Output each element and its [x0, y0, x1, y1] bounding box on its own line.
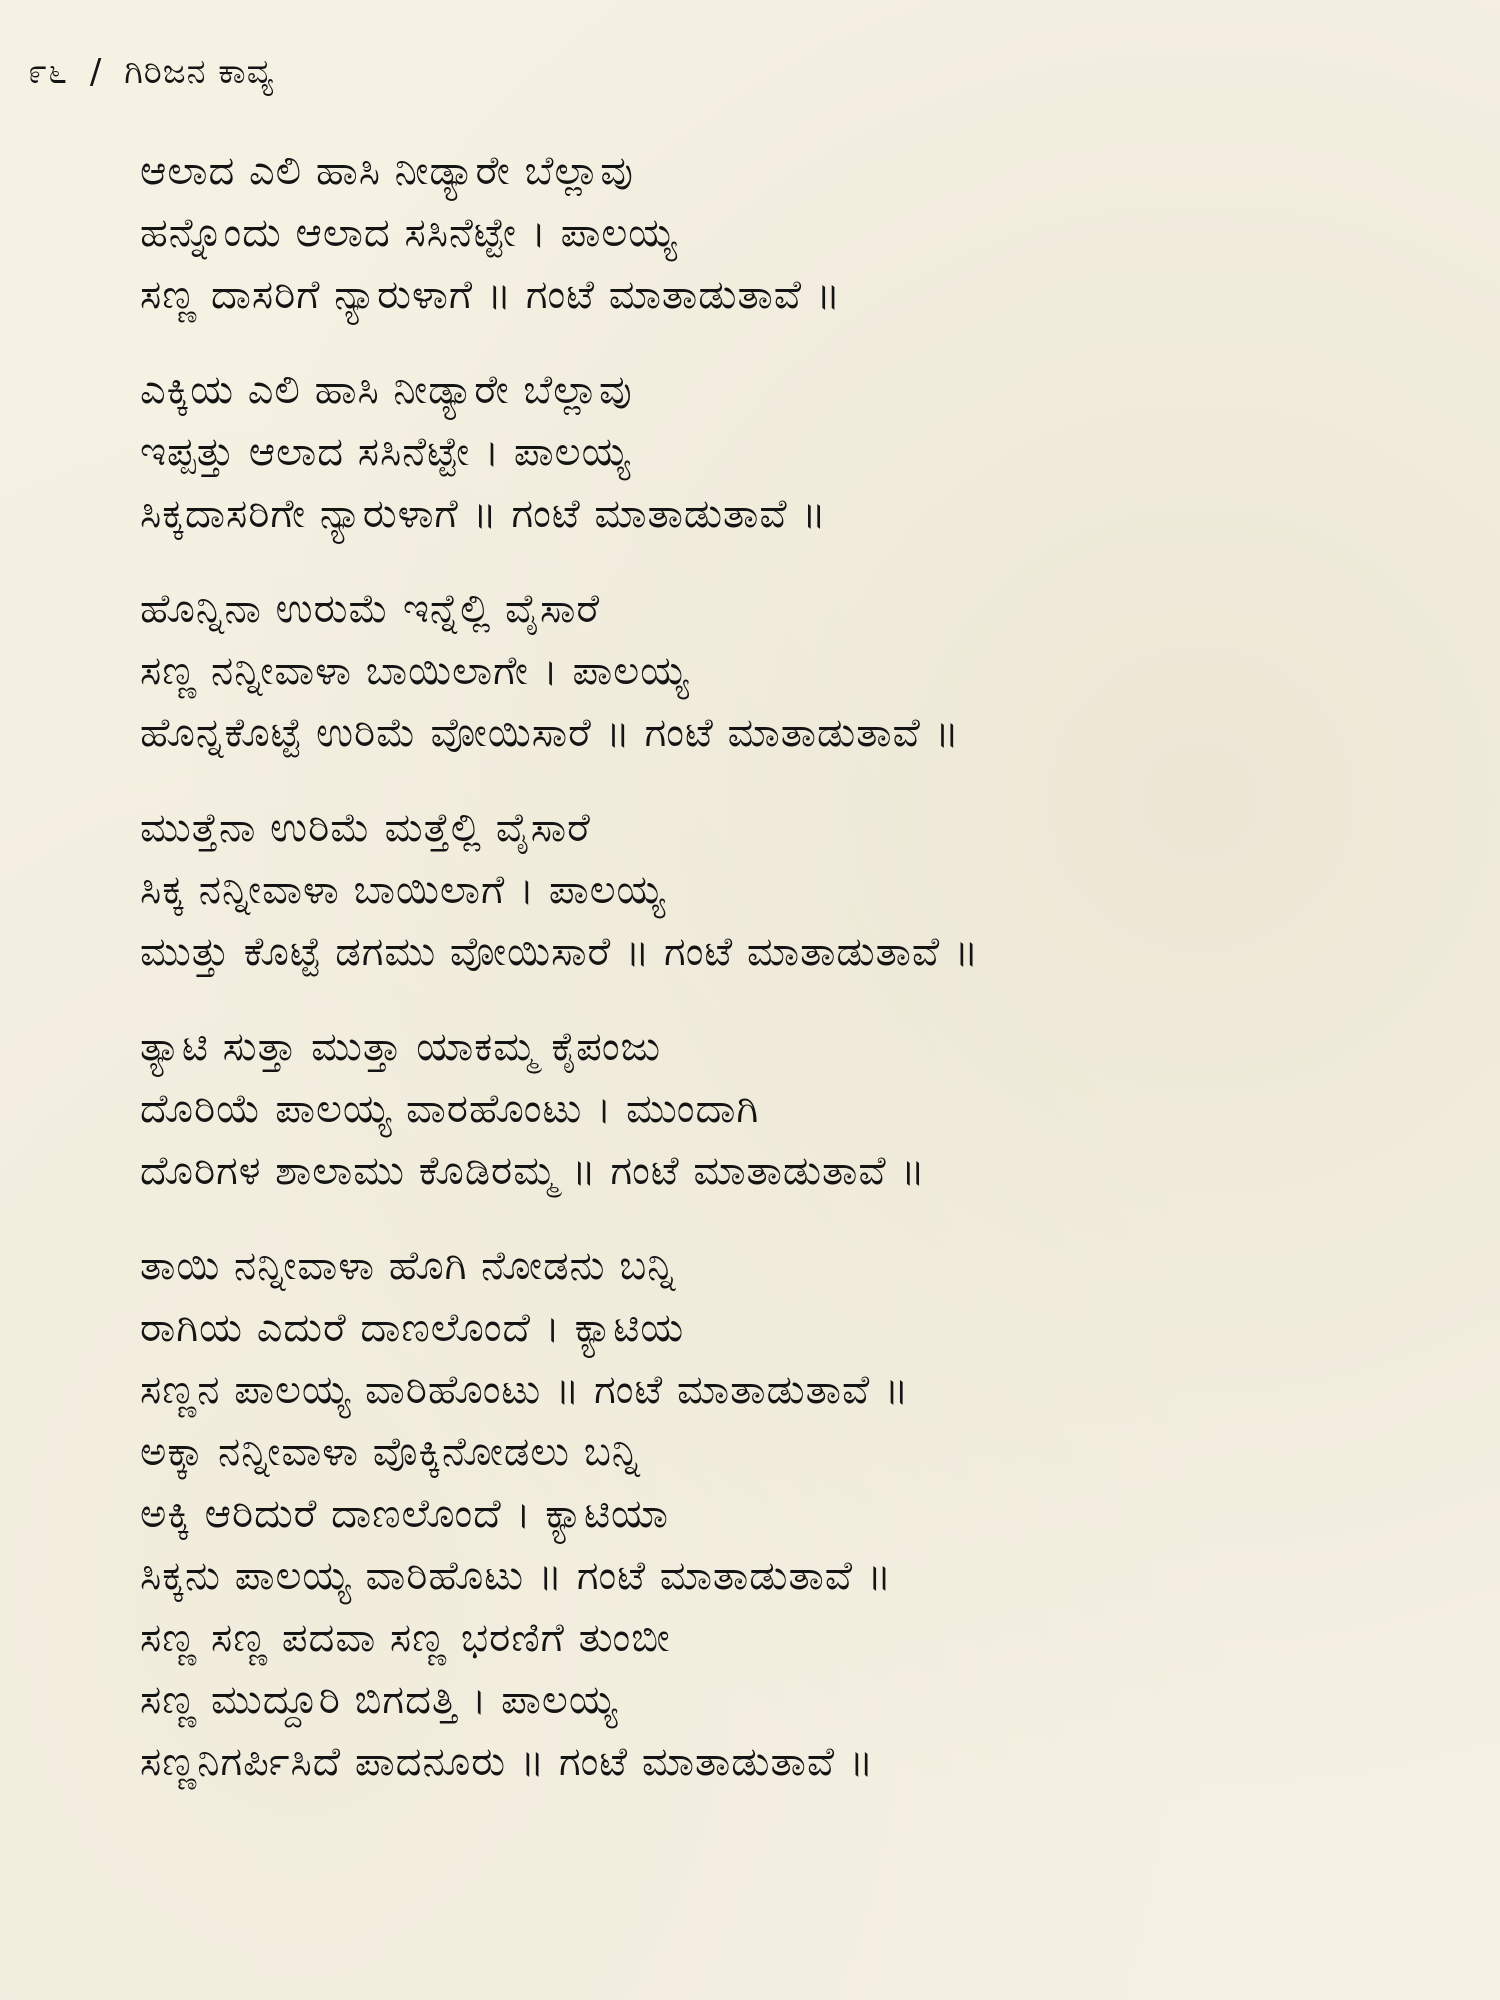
verse-line: ಅಕ್ಕಾ ನನ್ನೀವಾಳಾ ವೊಕ್ಕಿನೋಡಲು ಬನ್ನಿ: [140, 1429, 641, 1475]
verse-line: ಮುತ್ತು ಕೊಟ್ಟೆ ಡಗಮು ವೋಯಿಸಾರೆ ॥ ಗಂಟೆ ಮಾತಾಡುತಾವೆ ॥: [140, 929, 980, 975]
stanza-6: [140, 1235, 1470, 1793]
book-title: ಗಿರಿಜನ ಕಾವ್ಯ: [124, 52, 275, 92]
verse-line: ಸಣ್ಣ ದಾಸರಿಗೆ ನ್ಯಾರುಳಾಗೆ ॥ ಗಂಟೆ ಮಾತಾಡುತಾವೆ ॥: [140, 272, 842, 318]
verse-line: ತ್ಯಾಟಿ ಸುತ್ತಾ ಮುತ್ತಾ ಯಾಕಮ್ಮ ಕೈಪಂಜು: [140, 1024, 662, 1070]
verse-line: ರಾಗಿಯ ಎದುರೆ ದಾಣಲೊಂದೆ । ಕ್ಯಾಟಿಯ: [140, 1305, 685, 1351]
verse-line: ಸಣ್ಣ ಮುದ್ದೂರಿ ಬಿಗದತ್ತಿ । ಪಾಲಯ್ಯ: [140, 1677, 619, 1723]
verse-line: ಹನ್ನೊಂದು ಆಲಾದ ಸಸಿನೆಟ್ಟೇ । ಪಾಲಯ್ಯ: [140, 210, 678, 256]
verse-line: ಸಣ್ಣ ಸಣ್ಣ ಪದವಾ ಸಣ್ಣ ಭರಣಿಗೆ ತುಂಬೀ: [140, 1615, 671, 1661]
verse-line: ಹೊನ್ನಿನಾ ಉರುಮೆ ಇನ್ನೆಲ್ಲಿ ವೈಸಾರೆ: [140, 586, 601, 632]
verse-line: ದೊರಿಗಳ ಶಾಲಾಮು ಕೊಡಿರಮ್ಮ ॥ ಗಂಟೆ ಮಾತಾಡುತಾವೆ ॥: [140, 1148, 926, 1194]
verse-line: ಸಣ್ಣ ನನ್ನೀವಾಳಾ ಬಾಯಿಲಾಗೇ । ಪಾಲಯ್ಯ: [140, 648, 690, 694]
stanza-2: [140, 359, 1470, 545]
stanza-1: [140, 140, 1470, 326]
header-separator: /: [89, 52, 103, 92]
verse-line: ಸಿಕ್ಕ ನನ್ನೀವಾಳಾ ಬಾಯಿಲಾಗೆ । ಪಾಲಯ್ಯ: [140, 867, 666, 913]
verse-line: ಅಕ್ಕಿ ಆರಿದುರೆ ದಾಣಲೊಂದೆ । ಕ್ಯಾಟಿಯಾ: [140, 1491, 670, 1537]
verse-line: ಹೊನ್ನಕೊಟ್ಟೆ ಉರಿಮೆ ವೋಯಿಸಾರೆ ॥ ಗಂಟೆ ಮಾತಾಡುತಾವೆ ॥: [140, 710, 960, 756]
verse-line: ಆಲಾದ ಎಲಿ ಹಾಸಿ ನೀಡ್ಯಾರೇ ಬೆಲ್ಲಾವು: [140, 148, 634, 194]
verse-line: ಸಿಕ್ಕನು ಪಾಲಯ್ಯ ವಾರಿಹೊಟು ॥ ಗಂಟೆ ಮಾತಾಡುತಾವೆ ॥: [140, 1553, 893, 1599]
stanza-4: [140, 797, 1470, 983]
verse-line: ಎಕ್ಕಿಯ ಎಲಿ ಹಾಸಿ ನೀಡ್ಯಾರೇ ಬೆಲ್ಲಾವು: [140, 367, 633, 413]
stanza-5: [140, 1016, 1470, 1202]
verse-line: ತಾಯಿ ನನ್ನೀವಾಳಾ ಹೊಗಿ ನೋಡನು ಬನ್ನಿ: [140, 1243, 676, 1289]
poem-body: [140, 140, 1470, 1793]
page-number: ೯೬: [28, 52, 69, 92]
verse-line: ಸಣ್ಣನ ಪಾಲಯ್ಯ ವಾರಿಹೊಂಟು ॥ ಗಂಟೆ ಮಾತಾಡುತಾವೆ ॥: [140, 1367, 910, 1413]
verse-line: ದೊರಿಯೆ ಪಾಲಯ್ಯ ವಾರಹೊಂಟು । ಮುಂದಾಗಿ: [140, 1086, 760, 1132]
running-head: [28, 52, 274, 92]
verse-line: ಸಿಕ್ಕದಾಸರಿಗೇ ನ್ಯಾರುಳಾಗೆ ॥ ಗಂಟೆ ಮಾತಾಡುತಾವೆ ॥: [140, 491, 827, 537]
verse-line: ಸಣ್ಣನಿಗರ್ಪಿಸಿದೆ ಪಾದನೂರು ॥ ಗಂಟೆ ಮಾತಾಡುತಾವೆ ॥: [140, 1739, 875, 1785]
verse-line: ಮುತ್ತೆನಾ ಉರಿಮೆ ಮತ್ತೆಲ್ಲಿ ವೈಸಾರೆ: [140, 805, 591, 851]
verse-line: ಇಪ್ಪತ್ತು ಆಲಾದ ಸಸಿನೆಟ್ಟೇ । ಪಾಲಯ್ಯ: [140, 429, 631, 475]
stanza-3: [140, 578, 1470, 764]
